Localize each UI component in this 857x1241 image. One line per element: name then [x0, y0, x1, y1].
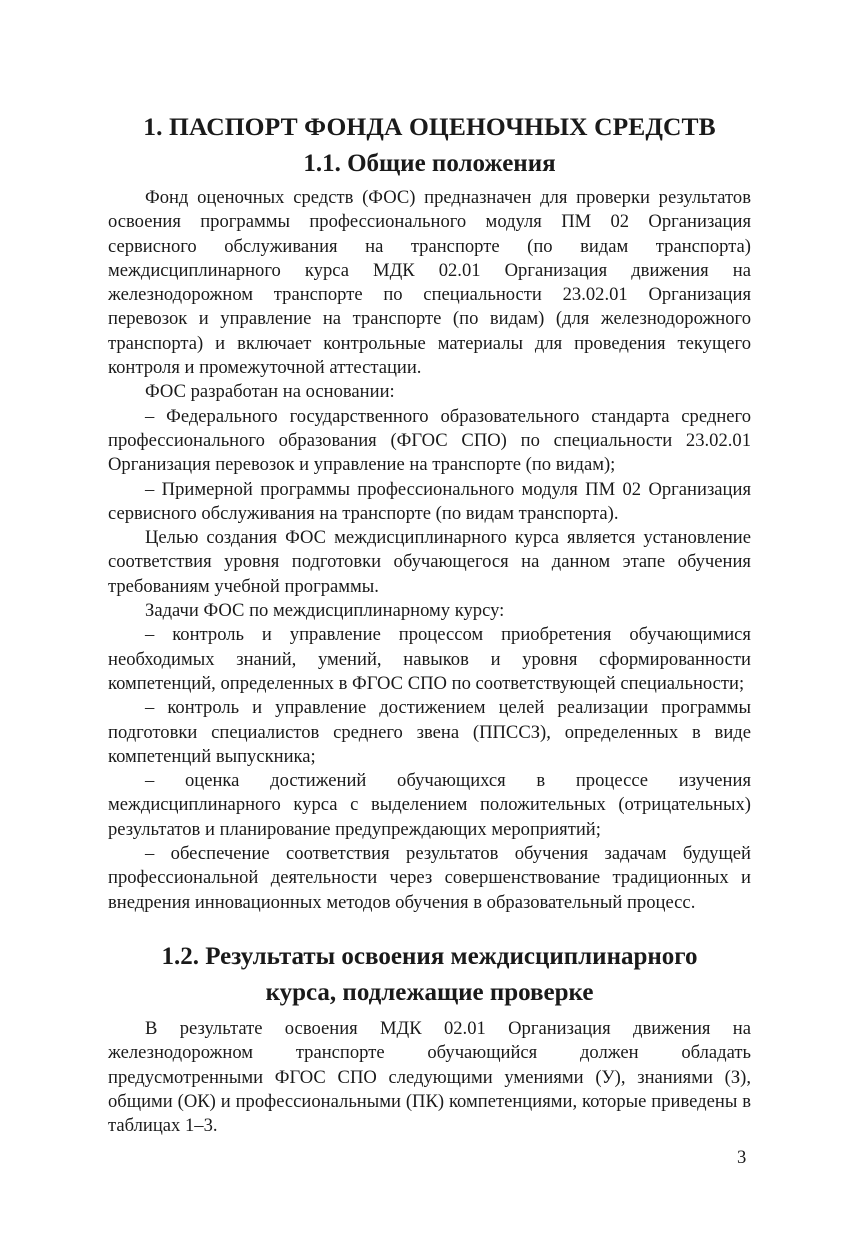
- paragraph: В результате освоения МДК 02.01 Организация движения на железнодорожном транспорте обучающийся должен обладать предусмотренными ФГОС СПО следующими умениями (У), знаниями (З), общими (ОК) и профессиональными (ПК) компетенциями, которые приведены в таблицах 1–3.: [108, 1017, 751, 1137]
- page-number: 3: [737, 1147, 747, 1168]
- paragraph: ФОС разработан на основании:: [145, 381, 395, 403]
- list-item: – обеспечение соответствия результатов обучения задачам будущей профессиональной деятельности через совершенствование традиционных и внедрения инновационных методов обучения в образовательный процесс.: [108, 843, 751, 913]
- section-1-1-body: [108, 186, 751, 915]
- paragraph: Задачи ФОС по междисциплинарному курсу:: [145, 600, 505, 622]
- list-item: – Примерной программы профессионального модуля ПМ 02 Организация сервисного обслуживания на транспорте (по видам транспорта).: [108, 478, 751, 524]
- list-item: – оценка достижений обучающихся в процессе изучения междисциплинарного курса с выделением положительных (отрицательных) результатов и планирование предупреждающих мероприятий;: [108, 770, 751, 840]
- list-item: – контроль и управление достижением целей реализации программы подготовки специалистов среднего звена (ППССЗ), определенных в виде компетенций выпускника;: [108, 697, 751, 767]
- main-heading: 1. ПАСПОРТ ФОНДА ОЦЕНОЧНЫХ СРЕДСТВ: [143, 112, 716, 141]
- section-heading-1-2: [108, 939, 751, 1011]
- section-1-2-body: [108, 1017, 751, 1138]
- section-heading-1-2-line1: 1.2. Результаты освоения междисциплинарного: [161, 942, 698, 970]
- paragraph: Фонд оценочных средств (ФОС) предназначен для проверки результатов освоения программы профессионального модуля ПМ 02 Организация сервисного обслуживания на транспорте (по видам транспорта) междисциплинарного курса МДК 02.01 Организация движения на железнодорожном транспорте по специальности 23.02.01 Организация перевозок и управление на транспорте (по видам) (для железнодорожного транспорта) и включает контрольные материалы для проведения текущего контроля и промежуточной аттестации.: [108, 187, 751, 379]
- list-item: – Федерального государственного образовательного стандарта среднего профессионального образования (ФГОС СПО) по специальности 23.02.01 Организация перевозок и управление на транспорте (по видам);: [108, 405, 751, 476]
- section-heading-1-1: 1.1. Общие положения: [303, 150, 556, 177]
- paragraph: Целью создания ФОС междисциплинарного курса является установление соответствия уровня подготовки обучающегося на данном этапе обучения требованиям учебной программы.: [108, 527, 751, 597]
- section-heading-1-2-line2: курса, подлежащие проверке: [265, 978, 594, 1006]
- list-item: – контроль и управление процессом приобретения обучающимися необходимых знаний, умений, навыков и уровня сформированности компетенций, определенных в ФГОС СПО по соответствующей специальности;: [108, 624, 751, 694]
- page-content: [108, 108, 751, 1138]
